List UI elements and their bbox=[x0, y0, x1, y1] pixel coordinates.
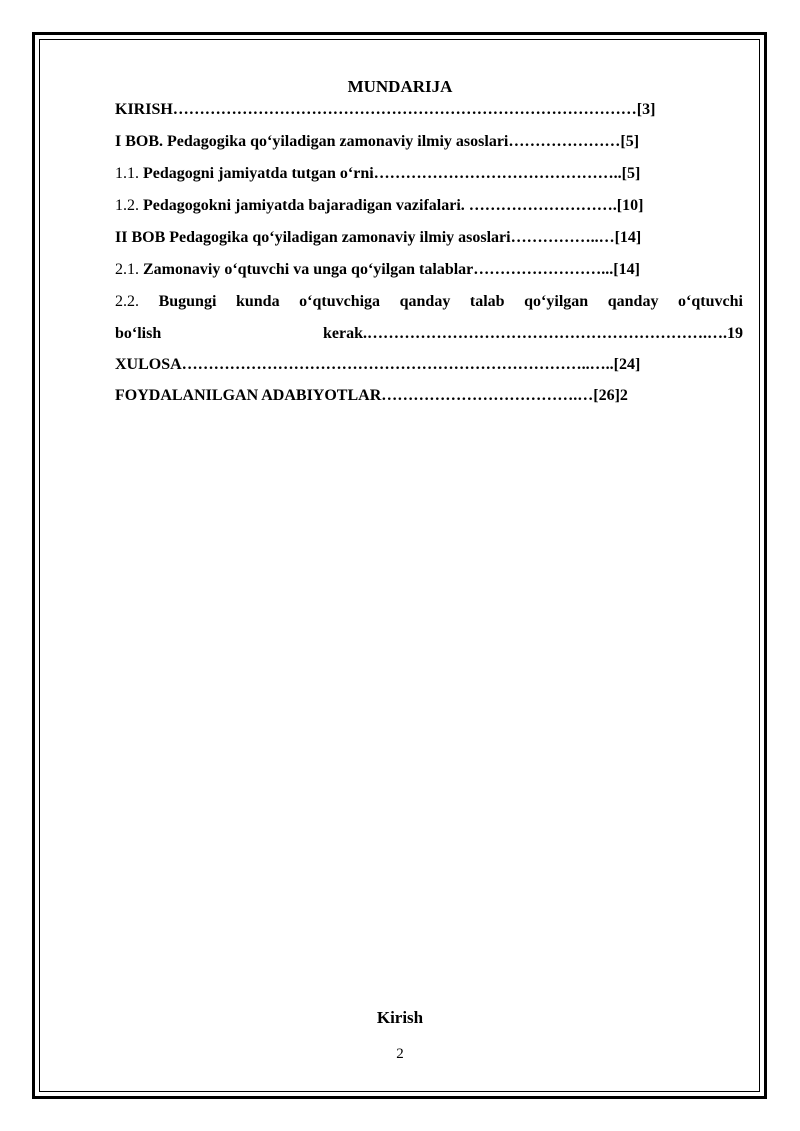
toc-entry-text: Pedagogni jamiyatda tutgan o‘rni………………………………………..[5] bbox=[139, 165, 641, 182]
toc-entry-text: Pedagogokni jamiyatda bajaradigan vazifalari. ……………………….[10] bbox=[139, 197, 644, 214]
toc-entry-number: 1.1. bbox=[115, 165, 139, 182]
toc-entry-number: 1.2. bbox=[115, 197, 139, 214]
toc-word: qo‘yilgan bbox=[524, 293, 589, 310]
toc-word: bo‘lish bbox=[115, 325, 162, 342]
toc-word: kunda bbox=[235, 293, 280, 310]
toc-word: qanday bbox=[607, 293, 659, 310]
toc-word: kerak.……………………………………………………….….19 bbox=[323, 325, 743, 342]
toc-entry-2-1 bbox=[115, 258, 743, 290]
toc-entry-kirish bbox=[115, 98, 743, 130]
toc-word: o‘qtuvchiga bbox=[299, 293, 381, 310]
toc-entry-text: Zamonaviy o‘qtuvchi va unga qo‘yilgan talablar……………………...[14] bbox=[139, 261, 640, 278]
page-title: MUNDARIJA bbox=[347, 77, 453, 96]
toc-word: talab bbox=[469, 293, 505, 310]
toc-entry-text: II BOB Pedagogika qo‘yiladigan zamonaviy ilmiy asoslari……………..…[14] bbox=[115, 229, 642, 246]
page-number: 2 bbox=[396, 1046, 404, 1062]
section-heading-kirish: Kirish bbox=[376, 1008, 424, 1027]
toc-entry-references bbox=[115, 384, 743, 416]
toc-entry-1-1 bbox=[115, 162, 743, 194]
toc-entry-text: I BOB. Pedagogika qo‘yiladigan zamonaviy ilmiy asoslari…………………[5] bbox=[115, 133, 640, 150]
toc-word: o‘qtuvchi bbox=[678, 293, 743, 310]
toc-entry-chapter-1 bbox=[115, 130, 743, 162]
toc-entry-number: 2.2. bbox=[115, 293, 139, 310]
toc-entry-1-2 bbox=[115, 194, 743, 226]
toc-entry-number: 2.1. bbox=[115, 261, 139, 278]
toc-entry-xulosa bbox=[115, 353, 743, 384]
toc-word: Bugungi bbox=[158, 293, 217, 310]
toc-word: qanday bbox=[399, 293, 451, 310]
toc-entry-chapter-2 bbox=[115, 226, 743, 258]
toc-entry-2-2-line-1 bbox=[115, 290, 743, 322]
toc-entry-2-2-line-2 bbox=[115, 322, 743, 353]
toc-entry-text: KIRISH……………………………………………………………………………[3] bbox=[115, 101, 656, 118]
table-of-contents bbox=[115, 98, 743, 416]
toc-entry-text: XULOSA…………………………………………………………………..…..[24] bbox=[115, 356, 641, 373]
toc-entry-text: FOYDALANILGAN ADABIYOTLAR……………………………….…[26]2 bbox=[115, 387, 628, 404]
